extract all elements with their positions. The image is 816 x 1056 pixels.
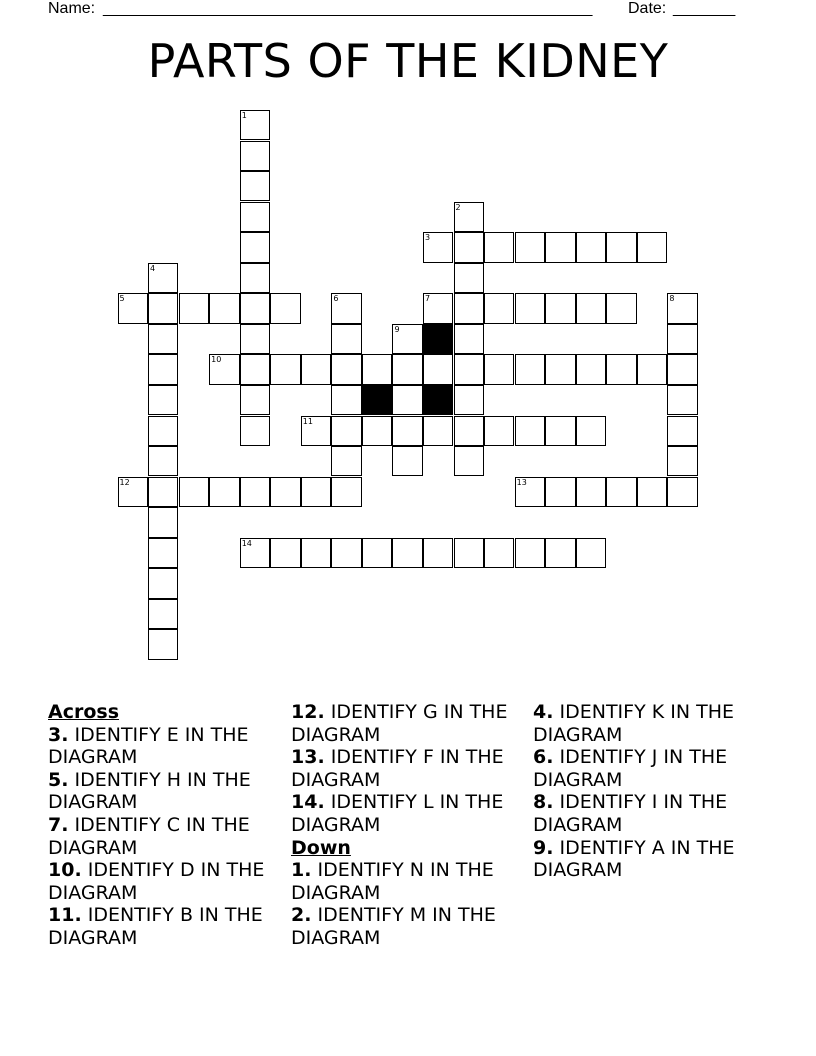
crossword-cell[interactable] [148,507,178,537]
crossword-cell[interactable] [484,232,514,262]
crossword-cell[interactable] [576,538,606,568]
cell-number: 4 [150,263,156,273]
crossword-cell[interactable] [454,263,484,293]
crossword-cell[interactable] [484,416,514,446]
cell-number: 5 [119,294,125,304]
crossword-cell[interactable] [362,538,392,568]
crossword-cell[interactable] [301,354,331,384]
crossword-cell[interactable] [423,354,453,384]
crossword-cell[interactable] [484,354,514,384]
clue-number: 3. [48,723,69,746]
down-clue-6 [533,746,768,791]
crossword-cell[interactable] [118,293,148,323]
crossword-cell[interactable] [545,293,575,323]
crossword-cell[interactable] [240,477,270,507]
crossword-cell[interactable] [545,416,575,446]
cell-number: 6 [333,294,339,304]
across-clue-13 [291,746,526,791]
crossword-cell[interactable] [362,416,392,446]
down-clue-2 [291,904,526,949]
clue-text: IDENTIFY N IN THE DIAGRAM [291,859,494,904]
cell-number: 10 [211,355,222,365]
crossword-cell[interactable] [545,538,575,568]
clue-number: 9. [533,836,554,859]
crossword-cell[interactable] [454,385,484,415]
cell-number: 8 [669,294,675,304]
crossword-cell[interactable] [606,477,636,507]
crossword-cell[interactable] [148,599,178,629]
clue-text: IDENTIFY M IN THE DIAGRAM [291,904,496,949]
clue-column-2 [291,701,526,950]
across-clue-5 [48,769,283,814]
clue-number: 2. [291,904,312,927]
crossword-cell[interactable] [240,538,270,568]
cell-number: 12 [119,477,130,487]
crossword-cell[interactable] [209,293,239,323]
crossword-cell[interactable] [392,385,422,415]
clue-text: IDENTIFY C IN THE DIAGRAM [48,813,250,859]
crossword-cell[interactable] [484,538,514,568]
crossword-cell[interactable] [240,385,270,415]
crossword-cell[interactable] [484,293,514,323]
crossword-cell[interactable] [637,354,667,384]
crossword-cell[interactable] [240,110,270,140]
crossword-cell[interactable] [667,416,697,446]
crossword-cell[interactable] [148,568,178,598]
crossword-cell[interactable] [576,293,606,323]
down-clue-9 [533,837,768,882]
crossword-cell[interactable] [240,324,270,354]
crossword-cell[interactable] [392,324,422,354]
across-clue-3 [48,724,283,769]
crossword-cell[interactable] [454,538,484,568]
clue-text: IDENTIFY D IN THE DIAGRAM [48,859,265,904]
crossword-cell[interactable] [545,354,575,384]
crossword-cell[interactable] [667,354,697,384]
crossword-cell[interactable] [667,477,697,507]
crossword-cell[interactable] [392,416,422,446]
clue-number: 6. [533,746,554,769]
crossword-cell[interactable] [392,354,422,384]
crossword-cell[interactable] [454,446,484,476]
crossword-cell[interactable] [270,293,300,323]
crossword-cell[interactable] [331,293,361,323]
down-clue-8 [533,791,768,836]
crossword-cell[interactable] [331,324,361,354]
crossword-cell[interactable] [515,416,545,446]
crossword-cell[interactable] [515,293,545,323]
crossword-cell[interactable] [667,324,697,354]
crossword-cell[interactable] [515,354,545,384]
clue-text: IDENTIFY J IN THE DIAGRAM [533,746,728,791]
crossword-cell[interactable] [576,416,606,446]
clue-text: IDENTIFY E IN THE DIAGRAM [48,723,249,769]
crossword-cell[interactable] [270,354,300,384]
crossword-cell[interactable] [240,232,270,262]
cell-number: 9 [394,324,400,334]
crossword-cell[interactable] [148,477,178,507]
crossword-cell[interactable] [362,354,392,384]
name-blank-line[interactable]: _______________________________________________________ [103,0,593,17]
black-square [423,385,453,415]
crossword-cell[interactable] [240,263,270,293]
crossword-cell[interactable] [423,293,453,323]
crossword-cell[interactable] [606,232,636,262]
clue-text: IDENTIFY F IN THE DIAGRAM [291,746,504,791]
clue-text: IDENTIFY G IN THE DIAGRAM [291,701,508,746]
clue-number: 10. [48,859,82,882]
across-clue-10 [48,859,283,904]
crossword-cell[interactable] [148,354,178,384]
clue-text: IDENTIFY B IN THE DIAGRAM [48,904,263,949]
crossword-cell[interactable] [240,416,270,446]
crossword-cell[interactable] [423,416,453,446]
crossword-cell[interactable] [148,446,178,476]
crossword-cell[interactable] [209,477,239,507]
crossword-cell[interactable] [331,354,361,384]
crossword-cell[interactable] [148,385,178,415]
across-clue-14 [291,791,526,836]
crossword-cell[interactable] [454,324,484,354]
black-square [423,324,453,354]
crossword-cell[interactable] [148,629,178,659]
crossword-cell[interactable] [637,232,667,262]
crossword-cell[interactable] [240,293,270,323]
crossword-cell[interactable] [454,293,484,323]
cell-number: 3 [425,233,431,243]
crossword-cell[interactable] [331,446,361,476]
down-heading: Down [291,836,351,859]
crossword-cell[interactable] [392,538,422,568]
across-clue-12 [291,701,526,746]
clue-text: IDENTIFY A IN THE DIAGRAM [533,836,735,882]
crossword-cell[interactable] [179,477,209,507]
crossword-cell[interactable] [148,293,178,323]
crossword-cell[interactable] [118,477,148,507]
crossword-cell[interactable] [331,477,361,507]
crossword-cell[interactable] [576,232,606,262]
down-clue-1 [291,859,526,904]
crossword-cell[interactable] [148,416,178,446]
crossword-cell[interactable] [545,477,575,507]
date-label: Date: [628,0,667,17]
crossword-cell[interactable] [545,232,575,262]
cell-number: 13 [516,477,527,487]
crossword-cell[interactable] [637,477,667,507]
cell-number: 14 [241,538,252,548]
crossword-cell[interactable] [301,538,331,568]
crossword-cell[interactable] [331,385,361,415]
cell-number: 1 [241,111,247,120]
crossword-cell[interactable] [179,293,209,323]
cell-number: 11 [302,416,313,426]
crossword-cell[interactable] [240,141,270,171]
crossword-cell[interactable] [606,293,636,323]
clue-number: 5. [48,768,69,791]
clue-text: IDENTIFY H IN THE DIAGRAM [48,768,251,814]
crossword-cell[interactable] [454,202,484,232]
crossword-cell[interactable] [301,477,331,507]
crossword-cell[interactable] [331,416,361,446]
across-clue-11 [48,904,283,949]
clue-text: IDENTIFY L IN THE DIAGRAM [291,791,504,836]
crossword-cell[interactable] [576,477,606,507]
page-title: PARTS OF THE KIDNEY [147,34,669,88]
clue-number: 4. [533,701,554,723]
crossword-cell[interactable] [423,538,453,568]
crossword-cell[interactable] [667,293,697,323]
cell-number: 7 [425,294,431,304]
crossword-cell[interactable] [148,263,178,293]
crossword-cell[interactable] [454,354,484,384]
name-label: Name: [48,0,96,17]
date-blank-line[interactable]: _______ [673,0,736,17]
cell-number: 2 [455,202,461,212]
black-square [362,385,392,415]
crossword-cell[interactable] [331,538,361,568]
across-heading: Across [48,701,120,723]
crossword-cell[interactable] [454,232,484,262]
clue-number: 1. [291,859,312,882]
crossword-cell[interactable] [606,354,636,384]
crossword-cell[interactable] [515,477,545,507]
crossword-cell[interactable] [515,232,545,262]
clue-column-1 [48,701,283,950]
crossword-cell[interactable] [576,354,606,384]
clue-text: IDENTIFY K IN THE DIAGRAM [533,701,734,746]
crossword-cell[interactable] [454,416,484,446]
clue-column-3 [533,701,768,882]
crossword-cell[interactable] [667,385,697,415]
across-clue-7 [48,814,283,859]
crossword-cell[interactable] [667,446,697,476]
crossword-cell[interactable] [209,354,239,384]
crossword-cell[interactable] [240,171,270,201]
clue-number: 8. [533,791,554,814]
clue-number: 12. [291,701,325,723]
crossword-cell[interactable] [240,202,270,232]
clue-number: 13. [291,746,325,769]
down-clue-4 [533,701,768,746]
crossword-cell[interactable] [148,324,178,354]
crossword-cell[interactable] [423,232,453,262]
clue-number: 11. [48,904,82,927]
clue-text: IDENTIFY I IN THE DIAGRAM [533,791,728,836]
crossword-cell[interactable] [392,446,422,476]
clue-number: 7. [48,813,69,836]
crossword-cell[interactable] [515,538,545,568]
crossword-cell[interactable] [240,354,270,384]
crossword-cell[interactable] [148,538,178,568]
crossword-cell[interactable] [301,416,331,446]
clue-number: 14. [291,791,325,814]
crossword-cell[interactable] [270,477,300,507]
crossword-cell[interactable] [270,538,300,568]
